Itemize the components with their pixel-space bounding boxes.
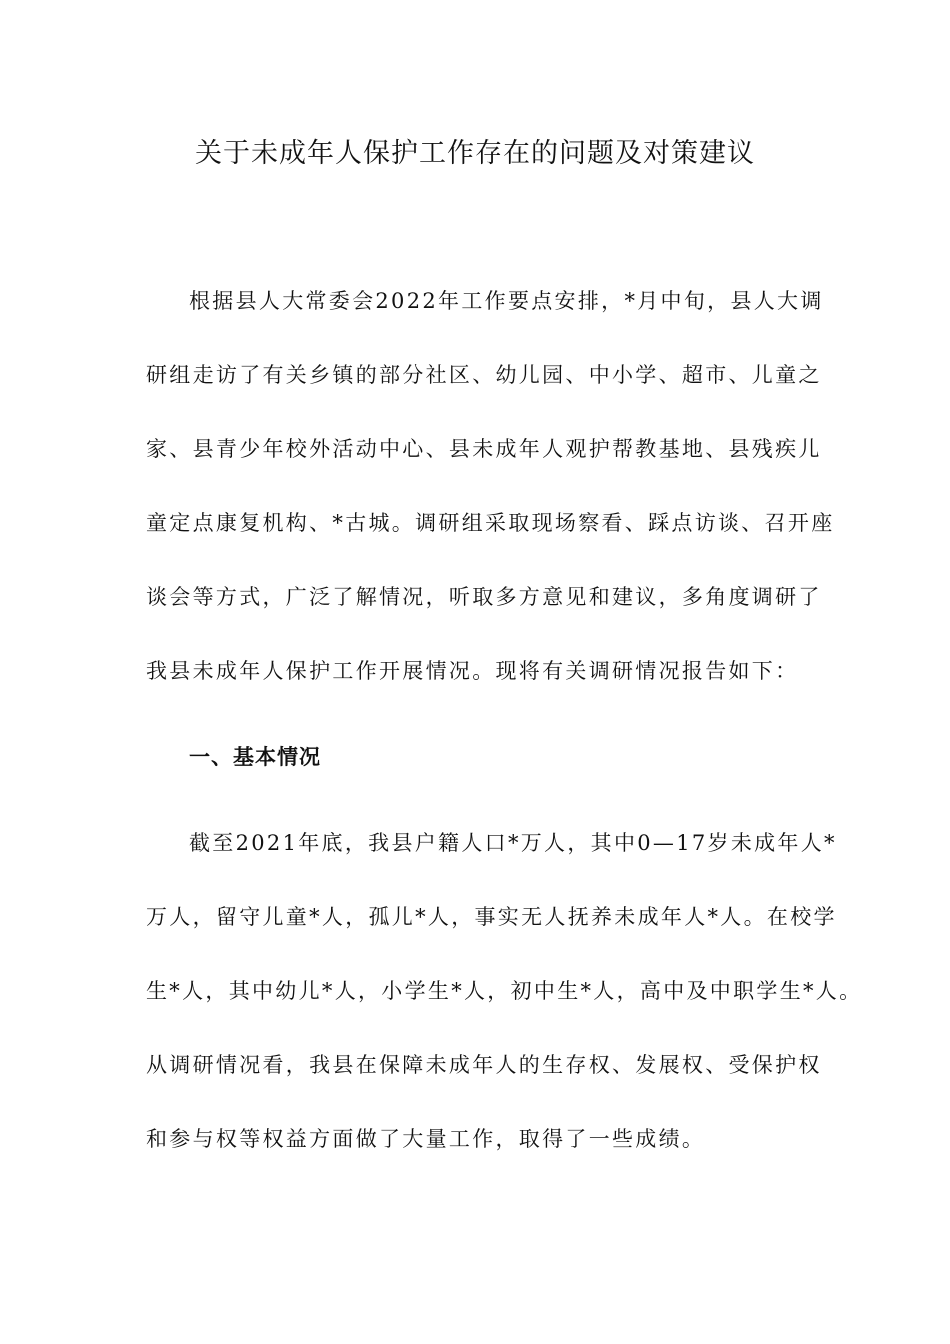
paragraph-1-line-2: 研组走访了有关乡镇的部分社区、幼儿园、中小学、超市、儿童之: [146, 363, 822, 387]
paragraph-2-line-2: 万人，留守儿童*人，孤儿*人，事实无人抚养未成年人*人。在校学: [146, 905, 837, 929]
paragraph-1-line-3: 家、县青少年校外活动中心、县未成年人观护帮教基地、县残疾儿: [146, 437, 822, 461]
paragraph-2-line-5: 和参与权等权益方面做了大量工作，取得了一些成绩。: [146, 1127, 706, 1151]
paragraph-1-line-4: 童定点康复机构、*古城。调研组采取现场察看、踩点访谈、召开座: [146, 511, 835, 535]
paragraph-2-line-4: 从调研情况看，我县在保障未成年人的生存权、发展权、受保护权: [146, 1053, 822, 1077]
section-heading-basic-situation: 一、基本情况: [189, 745, 321, 769]
paragraph-2-line-1: 截至2021年底，我县户籍人口*万人，其中0—17岁未成年人*: [189, 831, 837, 855]
paragraph-2-line-3: 生*人，其中幼儿*人，小学生*人，初中生*人，高中及中职学生*人。: [146, 979, 863, 1003]
paragraph-1-line-1: 根据县人大常委会2022年工作要点安排，*月中旬，县人大调: [189, 289, 824, 313]
document-title: 关于未成年人保护工作存在的问题及对策建议: [195, 138, 755, 169]
paragraph-1-line-5: 谈会等方式，广泛了解情况，听取多方意见和建议，多角度调研了: [146, 585, 822, 609]
paragraph-1-line-6: 我县未成年人保护工作开展情况。现将有关调研情况报告如下：: [146, 659, 799, 683]
